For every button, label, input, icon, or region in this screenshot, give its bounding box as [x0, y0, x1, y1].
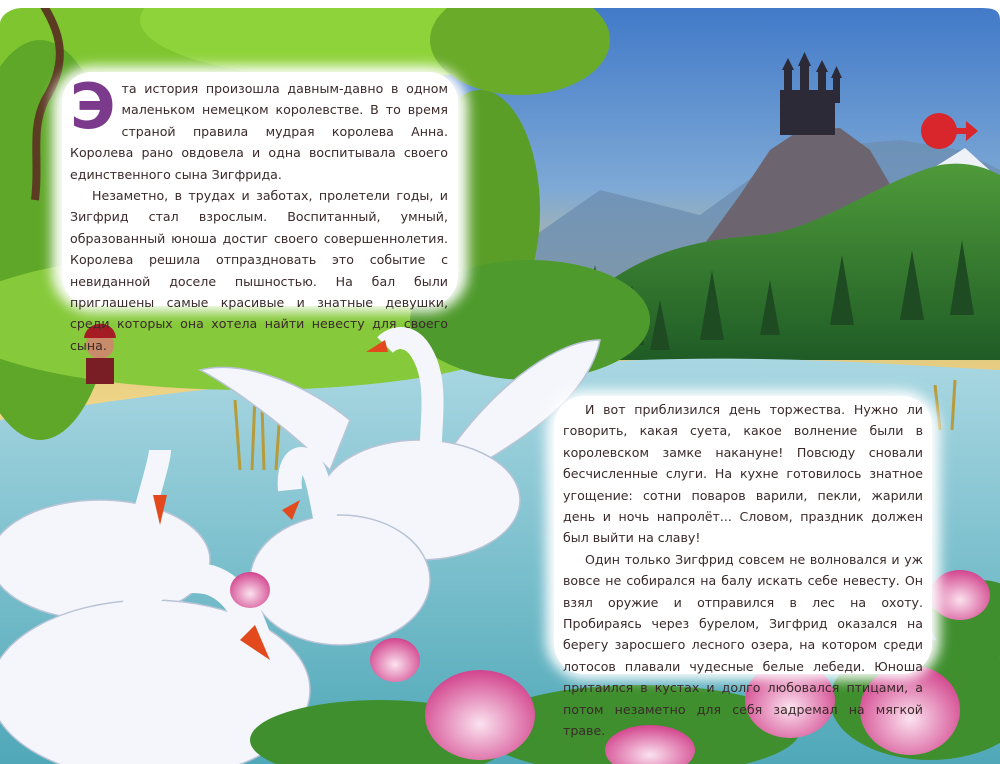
paragraph-3: И вот приблизился день торжества. Нужно ли говорить, какая суета, какое волнение были в королевском замке накануне! Повсюду сновали бесчисленные слуги. На кухне готовилось знатное угощение: сотни поваров варили, пекли, жарили день и ночь напролёт... Словом, праздник должен был выйти на славу! [563, 402, 923, 546]
drop-cap-letter: Э [70, 70, 116, 143]
next-page-button[interactable] [920, 112, 980, 150]
paragraph-4: Один только Зигфрид совсем не волновался и уж вовсе не собирался на балу искать себе невесту. Он взял оружие и отправился в лес на охоту. Пробираясь через бурелом, Зигфрид оказался на берегу заросшего лесного озера, на котором среди лотосов плавали чудесные белые лебеди. Юноша притаился в кустах и долго любовался птицами, а потом незаметно для себя задремал на мягкой траве. [563, 551, 923, 739]
paragraph-1 [70, 70, 448, 185]
arrow-right-icon [920, 112, 980, 150]
text-block-bottom [563, 399, 923, 742]
paragraph-2: Незаметно, в трудах и заботах, пролетели годы, и Зигфрид стал взрослым. Воспитанный, умный, образованный юноша достиг своего совершеннолетия. Королева решила отпраздновать это событие с невиданной доселе пышностью. На бал были приглашены самые красивые и знатные девушки, среди которых она хотела найти невесту для своего сына. [70, 188, 448, 353]
paragraph-1-text: та история произошла давным-давно в одном маленьком немецком королевстве. В то время страной правила мудрая королева Анна. Королева рано овдовела и одна воспитывала своего единственного сына Зигфрида. [70, 81, 448, 182]
text-block-top [70, 70, 448, 356]
